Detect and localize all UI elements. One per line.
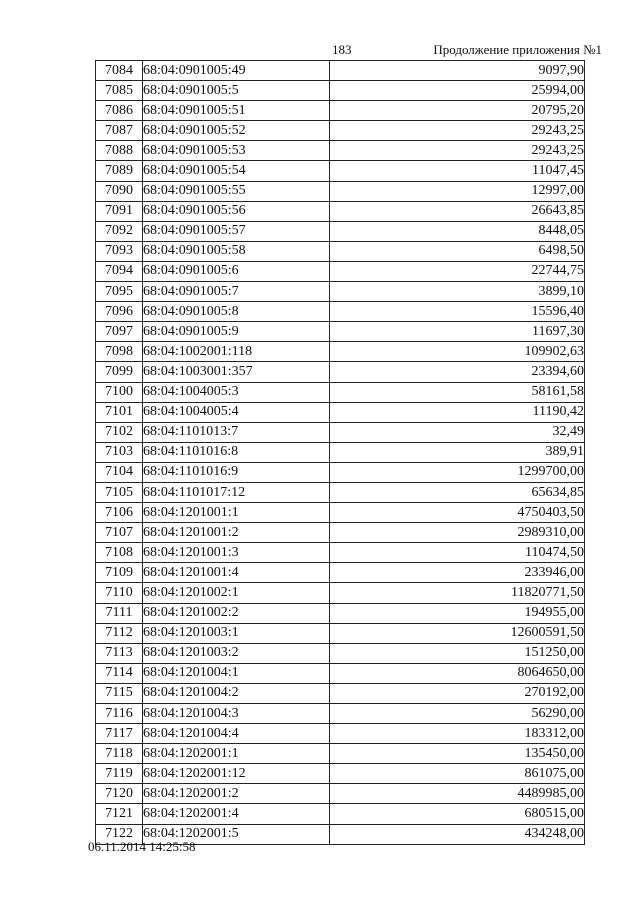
row-number-cell: 7120 [96, 784, 143, 804]
cadastral-number-cell: 68:04:1201004:1 [143, 663, 330, 683]
row-number-cell: 7117 [96, 724, 143, 744]
row-number-cell: 7087 [96, 121, 143, 141]
table-row [96, 804, 585, 824]
row-number-cell: 7096 [96, 302, 143, 322]
cadastral-number-cell: 68:04:1201001:1 [143, 503, 330, 523]
table-row [96, 563, 585, 583]
cadastral-value-cell: 861075,00 [330, 764, 585, 784]
cadastral-number-cell: 68:04:1201004:4 [143, 724, 330, 744]
row-number-cell: 7102 [96, 422, 143, 442]
table-row [96, 663, 585, 683]
cadastral-value-cell: 4750403,50 [330, 503, 585, 523]
table-row [96, 101, 585, 121]
cadastral-value-cell: 194955,00 [330, 603, 585, 623]
table-row [96, 462, 585, 482]
cadastral-value-cell: 389,91 [330, 442, 585, 462]
cadastral-value-cell: 23394,60 [330, 362, 585, 382]
cadastral-number-cell: 68:04:0901005:51 [143, 101, 330, 121]
row-number-cell: 7085 [96, 81, 143, 101]
row-number-cell: 7114 [96, 663, 143, 683]
cadastral-value-cell: 135450,00 [330, 744, 585, 764]
cadastral-value-cell: 270192,00 [330, 683, 585, 703]
cadastral-number-cell: 68:04:1202001:4 [143, 804, 330, 824]
cadastral-value-cell: 12997,00 [330, 181, 585, 201]
table-row [96, 603, 585, 623]
row-number-cell: 7109 [96, 563, 143, 583]
print-timestamp: 06.11.2014 14:25:58 [88, 839, 196, 854]
cadastral-number-cell: 68:04:1201004:3 [143, 704, 330, 724]
cadastral-value-cell: 11190,42 [330, 402, 585, 422]
row-number-cell: 7116 [96, 704, 143, 724]
table-body [96, 61, 585, 845]
cadastral-value-cell: 109902,63 [330, 342, 585, 362]
table-row [96, 362, 585, 382]
table-row [96, 201, 585, 221]
cadastral-number-cell: 68:04:1202001:1 [143, 744, 330, 764]
table-row [96, 342, 585, 362]
row-number-cell: 7111 [96, 603, 143, 623]
cadastral-value-cell: 25994,00 [330, 81, 585, 101]
row-number-cell: 7098 [96, 342, 143, 362]
cadastral-number-cell: 68:04:0901005:5 [143, 81, 330, 101]
cadastral-number-cell: 68:04:1101016:9 [143, 462, 330, 482]
cadastral-number-cell: 68:04:1101016:8 [143, 442, 330, 462]
row-number-cell: 7122 [96, 824, 143, 844]
row-number-cell: 7089 [96, 161, 143, 181]
cadastral-number-cell: 68:04:1202001:5 [143, 824, 330, 844]
cadastral-value-cell: 9097,90 [330, 61, 585, 81]
cadastral-number-cell: 68:04:0901005:54 [143, 161, 330, 181]
row-number-cell: 7093 [96, 241, 143, 261]
table-row [96, 322, 585, 342]
table-row [96, 121, 585, 141]
table-row [96, 161, 585, 181]
row-number-cell: 7106 [96, 503, 143, 523]
cadastral-value-cell: 8064650,00 [330, 663, 585, 683]
row-number-cell: 7119 [96, 764, 143, 784]
row-number-cell: 7092 [96, 221, 143, 241]
cadastral-value-cell: 29243,25 [330, 121, 585, 141]
cadastral-value-cell: 3899,10 [330, 282, 585, 302]
cadastral-number-cell: 68:04:1201004:2 [143, 683, 330, 703]
table-row [96, 623, 585, 643]
table-row [96, 482, 585, 502]
row-number-cell: 7084 [96, 61, 143, 81]
cadastral-value-cell: 32,49 [330, 422, 585, 442]
cadastral-value-cell: 11820771,50 [330, 583, 585, 603]
cadastral-number-cell: 68:04:0901005:49 [143, 61, 330, 81]
cadastral-value-cell: 183312,00 [330, 724, 585, 744]
row-number-cell: 7099 [96, 362, 143, 382]
cadastral-value-cell: 434248,00 [330, 824, 585, 844]
row-number-cell: 7105 [96, 482, 143, 502]
table-row [96, 382, 585, 402]
table-row [96, 523, 585, 543]
cadastral-value-cell: 26643,85 [330, 201, 585, 221]
cadastral-number-cell: 68:04:1202001:12 [143, 764, 330, 784]
table-row [96, 543, 585, 563]
row-number-cell: 7086 [96, 101, 143, 121]
cadastral-number-cell: 68:04:0901005:7 [143, 282, 330, 302]
cadastral-number-cell: 68:04:0901005:55 [143, 181, 330, 201]
cadastral-number-cell: 68:04:1201003:2 [143, 643, 330, 663]
cadastral-value-cell: 680515,00 [330, 804, 585, 824]
cadastral-value-cell: 2989310,00 [330, 523, 585, 543]
cadastral-number-cell: 68:04:1201001:3 [143, 543, 330, 563]
table-row [96, 241, 585, 261]
table-row [96, 503, 585, 523]
cadastral-number-cell: 68:04:0901005:57 [143, 221, 330, 241]
row-number-cell: 7110 [96, 583, 143, 603]
cadastral-number-cell: 68:04:0901005:56 [143, 201, 330, 221]
cadastral-number-cell: 68:04:0901005:53 [143, 141, 330, 161]
row-number-cell: 7103 [96, 442, 143, 462]
cadastral-value-cell: 15596,40 [330, 302, 585, 322]
cadastral-number-cell: 68:04:1003001:357 [143, 362, 330, 382]
row-number-cell: 7104 [96, 462, 143, 482]
table-row [96, 61, 585, 81]
table-row [96, 442, 585, 462]
table-row [96, 643, 585, 663]
row-number-cell: 7088 [96, 141, 143, 161]
row-number-cell: 7108 [96, 543, 143, 563]
cadastral-number-cell: 68:04:1004005:4 [143, 402, 330, 422]
cadastral-value-cell: 29243,25 [330, 141, 585, 161]
row-number-cell: 7113 [96, 643, 143, 663]
row-number-cell: 7100 [96, 382, 143, 402]
table-row [96, 764, 585, 784]
cadastral-number-cell: 68:04:1201001:2 [143, 523, 330, 543]
row-number-cell: 7115 [96, 683, 143, 703]
cadastral-number-cell: 68:04:0901005:6 [143, 261, 330, 281]
cadastral-value-cell: 22744,75 [330, 261, 585, 281]
cadastral-number-cell: 68:04:0901005:9 [143, 322, 330, 342]
cadastral-value-cell: 233946,00 [330, 563, 585, 583]
table-row [96, 81, 585, 101]
cadastral-number-cell: 68:04:1201002:1 [143, 583, 330, 603]
cadastral-value-cell: 11697,30 [330, 322, 585, 342]
cadastral-number-cell: 68:04:1201003:1 [143, 623, 330, 643]
row-number-cell: 7097 [96, 322, 143, 342]
cadastral-value-cell: 65634,85 [330, 482, 585, 502]
row-number-cell: 7107 [96, 523, 143, 543]
table-row [96, 683, 585, 703]
cadastral-value-table [95, 60, 585, 845]
page-caption: Продолжение приложения №1 [433, 42, 602, 57]
cadastral-value-cell: 12600591,50 [330, 623, 585, 643]
cadastral-value-cell: 20795,20 [330, 101, 585, 121]
cadastral-number-cell: 68:04:1004005:3 [143, 382, 330, 402]
cadastral-value-cell: 4489985,00 [330, 784, 585, 804]
cadastral-number-cell: 68:04:1201001:4 [143, 563, 330, 583]
row-number-cell: 7101 [96, 402, 143, 422]
table-row [96, 302, 585, 322]
cadastral-number-cell: 68:04:1002001:118 [143, 342, 330, 362]
table-row [96, 261, 585, 281]
row-number-cell: 7090 [96, 181, 143, 201]
row-number-cell: 7112 [96, 623, 143, 643]
table-row [96, 724, 585, 744]
cadastral-value-cell: 11047,45 [330, 161, 585, 181]
cadastral-value-cell: 1299700,00 [330, 462, 585, 482]
cadastral-value-cell: 110474,50 [330, 543, 585, 563]
page-number: 183 [332, 42, 352, 57]
cadastral-value-cell: 6498,50 [330, 241, 585, 261]
table-row [96, 402, 585, 422]
table-row [96, 704, 585, 724]
cadastral-number-cell: 68:04:1202001:2 [143, 784, 330, 804]
table-row [96, 422, 585, 442]
cadastral-number-cell: 68:04:1101017:12 [143, 482, 330, 502]
table-row [96, 282, 585, 302]
table-row [96, 181, 585, 201]
cadastral-value-cell: 56290,00 [330, 704, 585, 724]
cadastral-value-cell: 8448,05 [330, 221, 585, 241]
table-row [96, 583, 585, 603]
cadastral-number-cell: 68:04:1101013:7 [143, 422, 330, 442]
cadastral-number-cell: 68:04:1201002:2 [143, 603, 330, 623]
table-row [96, 744, 585, 764]
row-number-cell: 7095 [96, 282, 143, 302]
row-number-cell: 7118 [96, 744, 143, 764]
table-row [96, 784, 585, 804]
cadastral-value-cell: 151250,00 [330, 643, 585, 663]
cadastral-number-cell: 68:04:0901005:8 [143, 302, 330, 322]
table-row [96, 141, 585, 161]
row-number-cell: 7121 [96, 804, 143, 824]
row-number-cell: 7094 [96, 261, 143, 281]
cadastral-number-cell: 68:04:0901005:58 [143, 241, 330, 261]
cadastral-value-cell: 58161,58 [330, 382, 585, 402]
row-number-cell: 7091 [96, 201, 143, 221]
cadastral-number-cell: 68:04:0901005:52 [143, 121, 330, 141]
table-row [96, 221, 585, 241]
